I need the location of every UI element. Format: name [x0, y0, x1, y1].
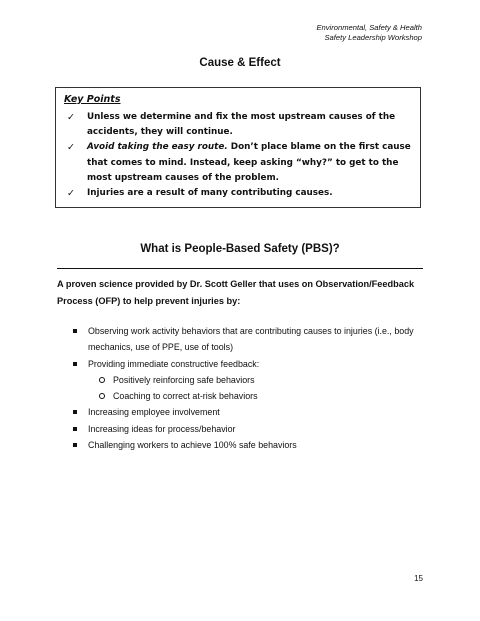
- key-points-box: [55, 87, 421, 208]
- sub-bullet-text: Coaching to correct at-risk behaviors: [113, 391, 258, 402]
- square-bullet-icon: [73, 427, 77, 431]
- bullet-text: Increasing employee involvement: [88, 407, 220, 418]
- bullet-text: Challenging workers to achieve 100% safe behaviors: [88, 440, 297, 451]
- pbs-lead-paragraph: A proven science provided by Dr. Scott Geller that uses on Observation/Feedback Process (OFP) to help prevent injuries by:: [57, 279, 415, 307]
- key-points-list: [64, 110, 414, 201]
- circle-bullet-icon: [99, 393, 105, 399]
- bullet-item: [57, 421, 427, 437]
- pbs-bullet-list: [57, 323, 427, 453]
- key-point-item: [64, 110, 414, 140]
- section-title-cause-effect: Cause & Effect: [199, 57, 281, 69]
- header-line-1: Environmental, Safety & Health: [316, 23, 422, 32]
- document-header: [316, 23, 422, 42]
- key-point-text: Injuries are a result of many contributing causes.: [87, 188, 333, 199]
- key-point-emphasis: Avoid taking the easy route.: [87, 142, 228, 153]
- square-bullet-icon: [73, 410, 77, 414]
- square-bullet-icon: [73, 362, 77, 366]
- header-line-2: Safety Leadership Workshop: [324, 32, 422, 42]
- sub-bullet-item: [57, 388, 427, 404]
- section-title-pbs: What is People-Based Safety (PBS)?: [140, 243, 340, 255]
- check-mark-icon: ✓: [67, 142, 75, 154]
- key-point-text: Unless we determine and fix the most upstream causes of the accidents, they will continue.: [87, 112, 396, 138]
- page-number: 15: [414, 574, 423, 583]
- key-point-item: [64, 140, 414, 186]
- check-mark-icon: ✓: [67, 188, 75, 200]
- bullet-item: [57, 356, 427, 372]
- horizontal-rule: [57, 268, 423, 269]
- circle-bullet-icon: [99, 377, 105, 383]
- sub-bullet-text: Positively reinforcing safe behaviors: [113, 374, 255, 385]
- bullet-text: Increasing ideas for process/behavior: [88, 423, 236, 434]
- check-mark-icon: ✓: [67, 112, 75, 123]
- bullet-text: Providing immediate constructive feedback:: [88, 358, 260, 369]
- bullet-item: [57, 323, 427, 356]
- key-points-title: Key Points: [64, 94, 121, 105]
- square-bullet-icon: [73, 329, 77, 333]
- bullet-item: [57, 404, 427, 420]
- bullet-text: Observing work activity behaviors that are contributing causes to injuries (i.e., body mechanics, use of PPE, use of tools): [88, 326, 414, 353]
- key-point-item: [64, 186, 414, 201]
- square-bullet-icon: [73, 443, 77, 447]
- key-point-text: Don’t place blame on the first cause that comes to mind. Instead, keep asking “why?” to get to the most upstream causes of the problem.: [87, 142, 411, 183]
- bullet-item: [57, 437, 427, 453]
- sub-bullet-item: [57, 372, 427, 388]
